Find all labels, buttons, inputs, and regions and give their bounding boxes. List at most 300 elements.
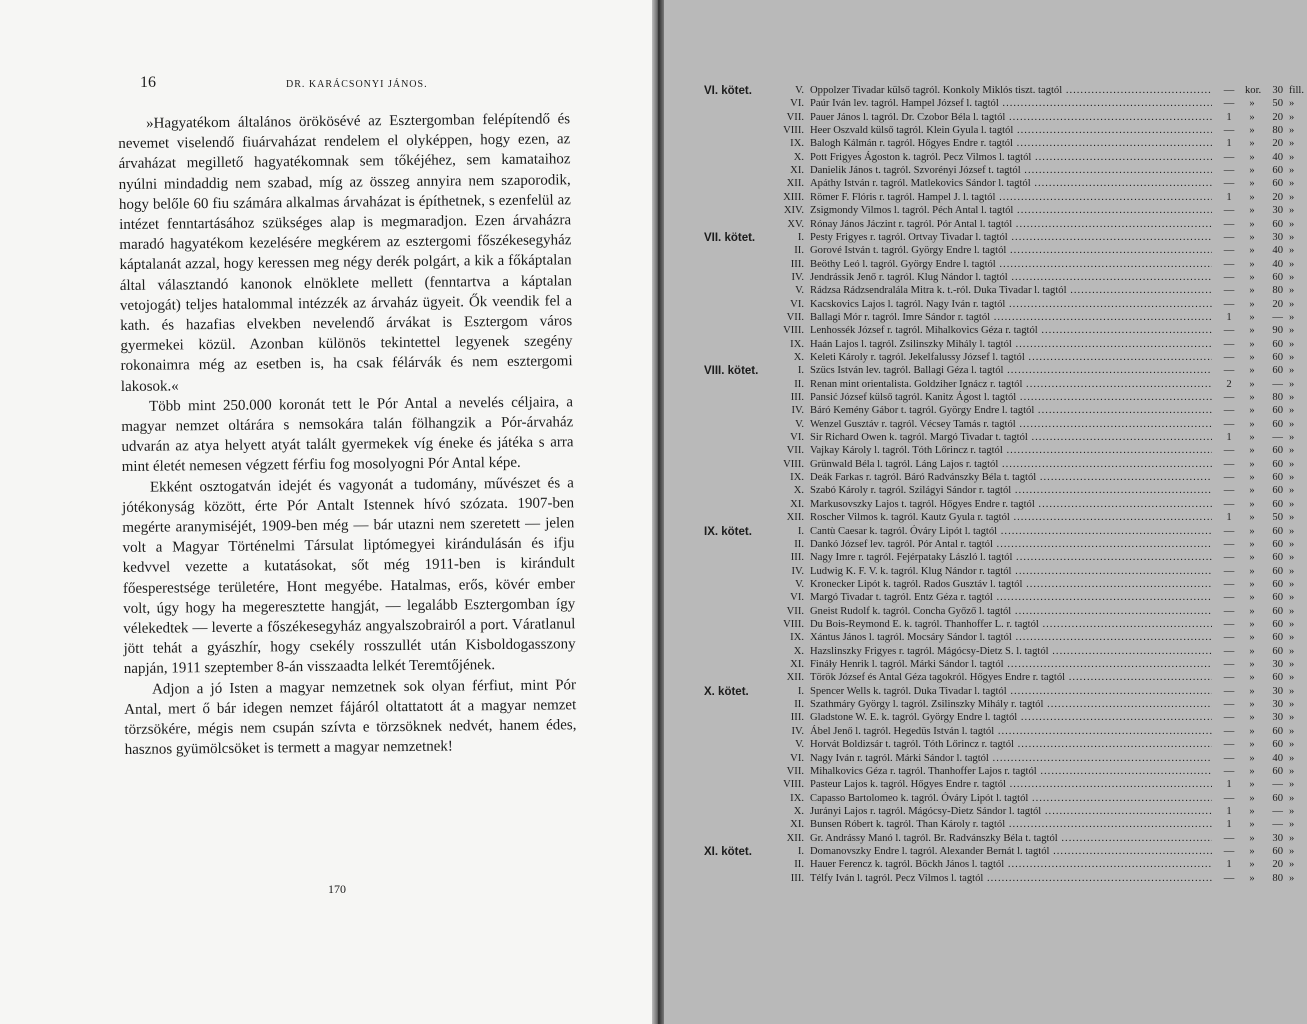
entry-num: VI. (790, 752, 804, 764)
entry-desc: Haán Lajos l. tagról. Zsilinszky Mihály l. tagtól ..... (810, 338, 1212, 352)
entry-amt: — (1272, 432, 1283, 444)
entry-mid: » (1249, 165, 1255, 177)
entry-desc: Télfy Iván l. tagról. Pecz Vilmos l. tagtól ..... (810, 872, 1212, 886)
entry-desc: Nagy Iván r. tagról. Márki Sándor l. tagtól ..... (810, 752, 1212, 766)
entry-unit: fill. (1289, 85, 1305, 96)
list-item (764, 752, 1304, 766)
entry-num: VII. (786, 765, 804, 777)
list-item (764, 551, 1304, 565)
list-item (764, 151, 1304, 165)
entry-cls: — (1223, 645, 1235, 657)
list-item (764, 231, 1304, 245)
entry-amt: 60 (1272, 645, 1283, 657)
entry-mid: » (1249, 245, 1255, 257)
entry-desc: Balogh Kálmán r. tagról. Hőgyes Endre r. tagtól ..... (810, 137, 1212, 151)
entry-amt: 60 (1272, 578, 1283, 590)
entry-unit: » (1289, 632, 1295, 644)
entry-cls: — (1223, 98, 1235, 110)
entry-unit: » (1289, 218, 1295, 230)
entry-cls: — (1223, 351, 1235, 363)
body-text (118, 109, 577, 760)
entry-amt: 60 (1272, 552, 1283, 564)
entry-num: V. (795, 418, 804, 430)
entry-cls: — (1223, 392, 1235, 404)
entry-num: VI. (790, 98, 804, 110)
entry-num: II. (794, 538, 804, 550)
entry-desc: Spencer Wells k. tagról. Duka Tivadar l. tagtól ..... (810, 685, 1212, 699)
entry-mid: » (1249, 485, 1255, 497)
paragraph: Több mint 250.000 koronát tett le Pór Antal a nevelés céljaira, a magyar nemzet oltárára s nemsokára talán fölhangzik a Pór-árvaház udvarán az atya helyett atyát talált gyermekek víg éneke és játéka s arra mint életét nemesen végzett férfiu fog mosolyogni Pór Antal képe. (121, 394, 574, 476)
entry-amt: 60 (1272, 458, 1283, 470)
list-item (764, 218, 1304, 232)
entry-mid: » (1249, 805, 1255, 817)
entry-num: X. (793, 645, 804, 657)
entry-mid: » (1249, 752, 1255, 764)
entry-num: IX. (790, 472, 804, 484)
list-item (764, 378, 1304, 392)
list-item (764, 404, 1304, 418)
entry-mid: » (1249, 231, 1255, 243)
entry-desc: Kronecker Lipót k. tagról. Rados Gusztáv l. tagtól ..... (810, 578, 1212, 592)
entry-num: VI. (790, 432, 804, 444)
entry-cls: 1 (1226, 432, 1232, 444)
list-item (764, 271, 1304, 285)
entry-cls: — (1223, 685, 1235, 697)
entry-amt: 60 (1272, 618, 1283, 630)
entry-unit: » (1289, 752, 1295, 764)
entry-unit: » (1289, 178, 1295, 190)
entry-cls: — (1223, 485, 1235, 497)
entry-desc: Dankó József lev. tagról. Pór Antal r. tagtól ..... (810, 538, 1212, 552)
entry-desc: Mihalkovics Géza r. tagról. Thanhoffer Lajos r. tagtól ..... (810, 765, 1212, 779)
entry-amt: 30 (1272, 231, 1283, 243)
entry-mid: kor. (1245, 85, 1262, 96)
entry-num: XII. (786, 178, 804, 190)
entry-mid: » (1249, 725, 1255, 737)
entry-amt: 40 (1272, 258, 1283, 270)
entry-desc: Ballagi Mór r. tagról. Imre Sándor r. tagtól ..... (810, 311, 1212, 325)
list-item (764, 872, 1304, 886)
entry-cls: — (1223, 659, 1235, 671)
entry-cls: — (1223, 125, 1235, 137)
entry-amt: 60 (1272, 632, 1283, 644)
entry-cls: 1 (1226, 859, 1232, 871)
entry-num: V. (795, 739, 804, 751)
paragraph: Adjon a jó Isten a magyar nemzetnek sok olyan férfiut, mint Pór Antal, mert ő bár idegen nemzet fájáról oltattatott át a magyar nemzet törzsökére, mégis nem csupán szívta e törzsöknek nedvét, hanem édes, hasznos gyümölcsöket is termett a magyar nemzetnek! (124, 676, 577, 759)
entry-num: I. (797, 845, 804, 857)
entry-unit: » (1289, 872, 1295, 884)
entry-amt: 60 (1272, 165, 1283, 177)
entry-unit: » (1289, 258, 1295, 270)
entry-mid: » (1249, 258, 1255, 270)
entry-mid: » (1249, 298, 1255, 310)
entry-desc: Bunsen Róbert k. tagról. Than Károly r. tagtól ..... (810, 818, 1212, 832)
entry-num: X. (793, 485, 804, 497)
entry-mid: » (1249, 125, 1255, 137)
entry-cls: — (1223, 605, 1235, 617)
entry-mid: » (1249, 138, 1255, 150)
entry-mid: » (1249, 151, 1255, 163)
entry-desc: Apáthy István r. tagról. Matlekovics Sándor l. tagtól ..... (810, 177, 1212, 191)
entry-unit: » (1289, 739, 1295, 751)
entry-mid: » (1249, 552, 1255, 564)
entry-cls: 1 (1226, 191, 1232, 203)
entry-cls: — (1223, 832, 1235, 844)
entry-mid: » (1249, 672, 1255, 684)
entry-num: IX. (790, 338, 804, 350)
list-item (764, 591, 1304, 605)
entry-mid: » (1249, 565, 1255, 577)
entry-num: VIII. (783, 325, 804, 337)
entry-unit: » (1289, 338, 1295, 350)
entry-desc: Szabó Károly r. tagról. Szilágyi Sándor r. tagtól ..... (810, 484, 1212, 498)
page-number: 170 (328, 882, 346, 896)
entry-unit: » (1289, 205, 1295, 217)
entry-unit: » (1289, 859, 1295, 871)
entry-desc: Deák Farkas r. tagról. Báró Radvánszky Béla t. tagtól ..... (810, 471, 1212, 485)
entry-unit: » (1289, 378, 1295, 390)
entry-num: VIII. (783, 125, 804, 137)
list-item (764, 778, 1304, 792)
entry-num: VII. (786, 445, 804, 457)
entry-cls: — (1223, 271, 1235, 283)
entry-desc: Markusovszky Lajos t. tagról. Hőgyes Endre r. tagtól ..... (810, 498, 1212, 512)
entry-num: I. (797, 365, 804, 377)
list-item (764, 484, 1304, 498)
entry-desc: Lenhossék József r. tagról. Mihalkovics Géza r. tagtól ..... (810, 324, 1212, 338)
entry-desc: Heer Oszvald külső tagról. Klein Gyula l. tagtól ..... (810, 124, 1212, 138)
entry-cls: — (1223, 472, 1235, 484)
entry-cls: — (1223, 712, 1235, 724)
entry-cls: — (1223, 792, 1235, 804)
entry-amt: 60 (1272, 739, 1283, 751)
entry-unit: » (1289, 779, 1295, 791)
entry-mid: » (1249, 311, 1255, 323)
entry-unit: » (1289, 298, 1295, 310)
entry-cls: — (1223, 498, 1235, 510)
entry-num: X. (793, 151, 804, 163)
entry-unit: » (1289, 552, 1295, 564)
entry-amt: 60 (1272, 351, 1283, 363)
entry-amt: 20 (1272, 859, 1283, 871)
entry-num: XI. (790, 498, 804, 510)
list-item (764, 311, 1304, 325)
entry-unit: » (1289, 832, 1295, 844)
entry-num: II. (794, 699, 804, 711)
entry-mid: » (1249, 418, 1255, 430)
entry-unit: » (1289, 125, 1295, 137)
entry-amt: 40 (1272, 151, 1283, 163)
left-page (0, 0, 652, 1024)
list-item (764, 418, 1304, 432)
entry-amt: 20 (1272, 298, 1283, 310)
entry-desc: Cantù Caesar k. tagról. Óváry Lipót l. tagtól ..... (810, 525, 1212, 539)
entry-mid: » (1249, 578, 1255, 590)
entry-desc: Jurányi Lajos r. tagról. Mágócsy-Dietz Sándor l. tagtól ..... (810, 805, 1212, 819)
entry-unit: » (1289, 659, 1295, 671)
entry-unit: » (1289, 98, 1295, 110)
entry-mid: » (1249, 819, 1255, 831)
entry-mid: » (1249, 832, 1255, 844)
entry-amt: 60 (1272, 271, 1283, 283)
entry-cls: 2 (1226, 378, 1232, 390)
right-page (664, 0, 1307, 1024)
entry-num: I. (797, 231, 804, 243)
entry-amt: 30 (1272, 712, 1283, 724)
entry-mid: » (1249, 872, 1255, 884)
entry-unit: » (1289, 712, 1295, 724)
entry-amt: 60 (1272, 605, 1283, 617)
entry-mid: » (1249, 699, 1255, 711)
list-item (764, 725, 1304, 739)
entry-num: VIII. (783, 779, 804, 791)
list-item (764, 431, 1304, 445)
entry-unit: » (1289, 565, 1295, 577)
entry-num: VIII. (783, 618, 804, 630)
entry-unit: » (1289, 765, 1295, 777)
entry-mid: » (1249, 779, 1255, 791)
entry-cls: 1 (1226, 111, 1232, 123)
list-item (764, 164, 1304, 178)
entry-amt: 30 (1272, 85, 1283, 96)
entry-unit: » (1289, 111, 1295, 123)
entry-unit: » (1289, 138, 1295, 150)
entry-unit: » (1289, 498, 1295, 510)
entry-num: III. (790, 258, 804, 270)
entry-num: XIII. (783, 191, 804, 203)
entry-num: VII. (786, 111, 804, 123)
entry-desc: Xántus János l. tagról. Mocsáry Sándor l. tagtól ..... (810, 631, 1212, 645)
entry-num: VII. (786, 605, 804, 617)
entry-unit: » (1289, 271, 1295, 283)
entry-mid: » (1249, 218, 1255, 230)
entry-amt: 60 (1272, 405, 1283, 417)
entry-cls: — (1223, 338, 1235, 350)
entry-desc: Gr. Andrássy Manó l. tagról. Br. Radvánszky Béla t. tagtól ..... (810, 832, 1212, 846)
entry-mid: » (1249, 712, 1255, 724)
entry-desc: Báró Kemény Gábor t. tagról. György Endre l. tagtól ..... (810, 404, 1212, 418)
entry-cls: — (1223, 618, 1235, 630)
list-item (764, 605, 1304, 619)
entry-mid: » (1249, 378, 1255, 390)
entry-num: XII. (786, 512, 804, 524)
entry-num: XII. (786, 672, 804, 684)
entry-desc: Grünwald Béla l. tagról. Láng Lajos r. tagtól ..... (810, 458, 1212, 472)
entry-num: IX. (790, 792, 804, 804)
entry-num: XII. (786, 832, 804, 844)
entry-unit: » (1289, 725, 1295, 737)
entry-cls: — (1223, 739, 1235, 751)
entry-cls: 1 (1226, 805, 1232, 817)
entry-desc: Sir Richard Owen k. tagról. Margó Tivadar t. tagtól ..... (810, 431, 1212, 445)
entry-cls: — (1223, 592, 1235, 604)
entry-mid: » (1249, 525, 1255, 537)
entry-num: V. (795, 578, 804, 590)
entry-unit: » (1289, 805, 1295, 817)
entry-amt: — (1272, 378, 1283, 390)
entry-amt: 60 (1272, 418, 1283, 430)
entry-unit: » (1289, 365, 1295, 377)
list-item (764, 351, 1304, 365)
entry-cls: — (1223, 632, 1235, 644)
entry-num: I. (797, 525, 804, 537)
entry-amt: 60 (1272, 725, 1283, 737)
entry-mid: » (1249, 512, 1255, 524)
entry-num: VI. (790, 592, 804, 604)
entry-cls: — (1223, 458, 1235, 470)
entry-desc: Jendrássik Jenő r. tagról. Klug Nándor l. tagtól ..... (810, 271, 1212, 285)
entry-amt: 90 (1272, 325, 1283, 337)
list-item (764, 525, 1304, 539)
entry-unit: » (1289, 285, 1295, 297)
entry-amt: 80 (1272, 285, 1283, 297)
entry-amt: 80 (1272, 392, 1283, 404)
entry-unit: » (1289, 245, 1295, 257)
entry-mid: » (1249, 792, 1255, 804)
entry-amt: — (1272, 805, 1283, 817)
volume-label: XI. kötet. (704, 845, 752, 858)
entry-desc: Gneist Rudolf k. tagról. Concha Győző l. tagtól ..... (810, 605, 1212, 619)
book-gutter (652, 0, 664, 1024)
entry-unit: » (1289, 578, 1295, 590)
entry-amt: — (1272, 779, 1283, 791)
entry-unit: » (1289, 672, 1295, 684)
list-item (764, 685, 1304, 699)
entry-desc: Gladstone W. E. k. tagról. György Endre l. tagtól ..... (810, 711, 1212, 725)
entry-mid: » (1249, 685, 1255, 697)
list-item (764, 538, 1304, 552)
entry-num: III. (790, 552, 804, 564)
entry-num: V. (795, 285, 804, 297)
entry-num: II. (794, 245, 804, 257)
entry-cls: — (1223, 85, 1235, 96)
entry-desc: Beöthy Leó l. tagról. György Endre l. tagtól ..... (810, 258, 1212, 272)
entry-mid: » (1249, 765, 1255, 777)
entry-num: IV. (791, 405, 804, 417)
list-item (764, 84, 1304, 98)
entry-unit: » (1289, 699, 1295, 711)
entry-cls: 1 (1226, 512, 1232, 524)
entry-desc: Danielik János t. tagról. Szvorényi József t. tagtól ..... (810, 164, 1212, 178)
entry-unit: » (1289, 231, 1295, 243)
entry-unit: » (1289, 472, 1295, 484)
entry-unit: » (1289, 418, 1295, 430)
entry-cls: — (1223, 538, 1235, 550)
list-item (764, 845, 1304, 859)
entry-mid: » (1249, 405, 1255, 417)
list-item (764, 618, 1304, 632)
entry-amt: 60 (1272, 792, 1283, 804)
volume-label: VII. kötet. (704, 231, 756, 244)
entry-amt: 30 (1272, 205, 1283, 217)
entry-amt: 50 (1272, 512, 1283, 524)
list-item (764, 698, 1304, 712)
entry-cls: — (1223, 285, 1235, 297)
entry-unit: » (1289, 392, 1295, 404)
entry-amt: 60 (1272, 565, 1283, 577)
list-item (764, 177, 1304, 191)
entry-unit: » (1289, 351, 1295, 363)
entry-amt: 60 (1272, 525, 1283, 537)
list-item (764, 805, 1304, 819)
entry-cls: — (1223, 872, 1235, 884)
entry-mid: » (1249, 618, 1255, 630)
list-item (764, 338, 1304, 352)
entry-num: V. (795, 85, 804, 96)
entry-amt: 40 (1272, 752, 1283, 764)
entry-desc: Pansić József külső tagról. Kanitz Ágost l. tagtól ..... (810, 391, 1212, 405)
list-item (764, 244, 1304, 258)
entry-unit: » (1289, 819, 1295, 831)
entry-mid: » (1249, 285, 1255, 297)
entry-amt: 60 (1272, 218, 1283, 230)
list-item (764, 191, 1304, 205)
entry-amt: 30 (1272, 685, 1283, 697)
entry-mid: » (1249, 191, 1255, 203)
entry-mid: » (1249, 351, 1255, 363)
entry-desc: Margó Tivadar t. tagról. Entz Géza r. tagtól ..... (810, 591, 1212, 605)
folio-number: 16 (140, 74, 156, 91)
entry-num: VI. (790, 298, 804, 310)
entry-mid: » (1249, 392, 1255, 404)
entry-cls: — (1223, 218, 1235, 230)
entry-desc: Gorové István t. tagról. György Endre l. tagtól ..... (810, 244, 1212, 258)
entry-unit: » (1289, 485, 1295, 497)
list-item (764, 364, 1304, 378)
list-item (764, 511, 1304, 525)
entry-amt: 60 (1272, 672, 1283, 684)
entry-num: IX. (790, 138, 804, 150)
entry-amt: 20 (1272, 111, 1283, 123)
entry-desc: Szücs István lev. tagról. Ballagi Géza l. tagtól ..... (810, 364, 1212, 378)
entry-num: III. (790, 392, 804, 404)
entry-mid: » (1249, 445, 1255, 457)
list-item (764, 738, 1304, 752)
entry-desc: Pasteur Lajos k. tagról. Hőgyes Endre r. tagtól ..... (810, 778, 1212, 792)
entry-amt: 20 (1272, 138, 1283, 150)
entry-desc: Domanovszky Endre l. tagról. Alexander Bernát l. tagtól ..... (810, 845, 1212, 859)
entry-mid: » (1249, 458, 1255, 470)
entry-cls: 1 (1226, 779, 1232, 791)
list-item (764, 792, 1304, 806)
entry-desc: Ábel Jenő l. tagról. Hegedüs István l. tagtól ..... (810, 725, 1212, 739)
list-item (764, 565, 1304, 579)
entry-unit: » (1289, 191, 1295, 203)
entry-desc: Renan mint orientalista. Goldziher Ignácz r. tagtól ..... (810, 378, 1212, 392)
entry-mid: » (1249, 98, 1255, 110)
list-item (764, 658, 1304, 672)
entry-num: XI. (790, 659, 804, 671)
list-item (764, 391, 1304, 405)
entry-mid: » (1249, 472, 1255, 484)
entry-amt: 60 (1272, 365, 1283, 377)
entry-unit: » (1289, 512, 1295, 524)
entry-unit: » (1289, 325, 1295, 337)
entry-mid: » (1249, 592, 1255, 604)
entry-unit: » (1289, 525, 1295, 537)
entry-desc: Hazslinszky Frigyes r. tagról. Mágócsy-Dietz S. l. tagtól ..... (810, 645, 1212, 659)
entry-cls: — (1223, 298, 1235, 310)
entry-cls: — (1223, 565, 1235, 577)
entry-cls: — (1223, 405, 1235, 417)
entry-mid: » (1249, 111, 1255, 123)
entry-cls: — (1223, 245, 1235, 257)
entry-cls: — (1223, 258, 1235, 270)
list-item (764, 324, 1304, 338)
entry-cls: 1 (1226, 138, 1232, 150)
list-item (764, 137, 1304, 151)
entry-desc: Nagy Imre r. tagról. Fejérpataky László l. tagtól ..... (810, 551, 1212, 565)
